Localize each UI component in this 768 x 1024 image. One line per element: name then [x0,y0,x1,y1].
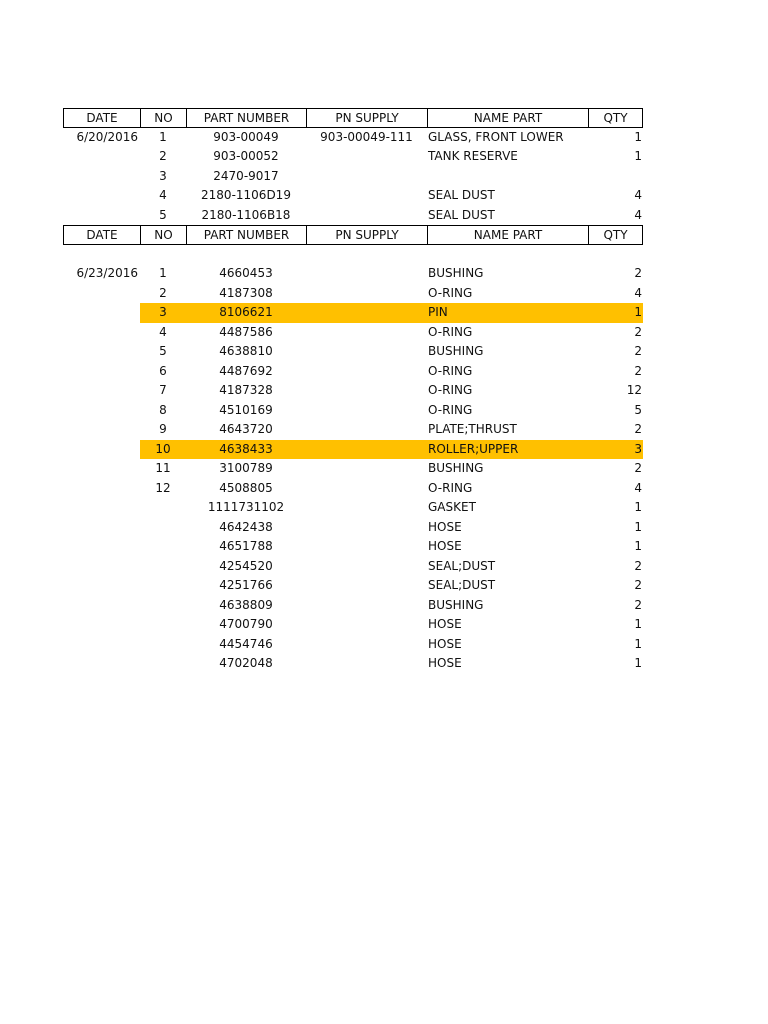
header-pn-supply: PN SUPPLY [306,108,427,128]
part-number-cell: 4702048 [219,656,273,670]
table-row [63,518,643,538]
qty-cell: 12 [626,383,642,397]
part-number-cell: 4510169 [219,402,273,417]
part-number-cell: 4187328 [219,383,273,397]
name-part-cell: O-RING [428,383,473,397]
qty-cell: 3 [588,440,643,460]
qty-cell: 4 [634,480,642,495]
qty-cell: 1 [634,519,642,534]
date-cell [63,186,140,206]
no-cell [140,557,186,577]
pn-supply-cell [306,479,427,499]
date-cell [63,518,140,538]
pn-supply-cell [306,303,427,323]
name-part-cell: HOSE [428,617,462,631]
table-row [63,498,643,518]
date-cell [63,615,140,635]
pn-supply-cell [306,401,427,421]
qty-cell: 2 [634,597,642,612]
qty-cell: 1 [634,656,642,670]
name-part-cell: O-RING [428,285,473,300]
table-row [63,420,643,440]
no-cell [140,635,186,655]
no-cell: 5 [159,344,167,358]
no-cell: 8 [159,402,167,417]
qty-cell [588,167,643,187]
date-cell [63,654,140,674]
name-part-cell: O-RING [428,363,473,378]
no-cell [140,537,186,557]
qty-cell: 5 [634,402,642,417]
date-cell [63,537,140,557]
pn-supply-cell [306,167,427,187]
table-row [63,459,643,479]
date-cell [63,323,140,343]
date-cell [63,167,140,187]
name-part-cell: BUSHING [428,266,484,280]
name-part-cell: O-RING [428,480,473,495]
pn-supply-cell [306,654,427,674]
date-cell [63,362,140,382]
no-cell: 7 [159,383,167,397]
part-number-cell: 4487692 [219,363,273,378]
header-name-part: NAME PART [427,225,588,245]
header-date: DATE [63,108,140,128]
date-cell [63,206,140,226]
table-row [63,615,643,635]
table-row [63,381,643,401]
table-row [63,128,643,148]
no-cell: 1 [159,266,167,280]
no-cell: 11 [155,461,171,475]
date-cell [63,147,140,167]
name-part-cell: SEAL DUST [428,207,495,222]
table-row [63,401,643,421]
name-part-cell: PLATE;THRUST [428,422,517,436]
part-number-cell: 4642438 [219,519,273,534]
part-number-cell: 4651788 [219,539,273,553]
part-number-cell: 4251766 [219,578,273,592]
no-cell: 6 [159,363,167,378]
qty-cell: 1 [634,636,642,651]
name-part-cell: ROLLER;UPPER [427,440,588,460]
pn-supply-cell [306,459,427,479]
part-number-cell: 1111731102 [207,500,285,514]
name-part-cell: O-RING [428,402,473,417]
qty-cell: 2 [634,422,642,436]
qty-cell: 2 [634,344,642,358]
table-row [63,596,643,616]
date-cell: 6/23/2016 [76,266,138,280]
name-part-cell: BUSHING [428,461,484,475]
no-cell: 4 [159,188,167,202]
qty-cell: 4 [634,207,642,222]
part-number-cell: 2180-1106B18 [201,207,291,222]
pn-supply-cell [306,381,427,401]
table-row [63,264,643,284]
pn-supply-cell [306,498,427,518]
no-cell [140,576,186,596]
pn-supply-cell [306,635,427,655]
name-part-cell: HOSE [428,636,462,651]
table-row [63,537,643,557]
part-number-cell: 903-00049 [213,129,279,144]
no-cell [140,615,186,635]
qty-cell: 2 [634,363,642,378]
no-cell: 2 [159,285,167,300]
table-row [63,440,643,460]
part-number-cell: 4254520 [219,558,273,573]
name-part-cell: GLASS, FRONT LOWER [428,129,564,144]
date-cell [63,401,140,421]
pn-supply-cell: 903-00049-111 [320,129,413,144]
qty-cell: 1 [634,149,642,163]
no-cell: 5 [159,207,167,222]
header-date: DATE [63,225,140,245]
table-header [63,108,643,128]
name-part-cell: HOSE [428,519,462,534]
pn-supply-cell [306,342,427,362]
name-part-cell: SEAL;DUST [428,558,496,573]
date-cell [63,303,140,323]
qty-cell: 1 [634,500,642,514]
pn-supply-cell [306,537,427,557]
table-row [63,303,643,323]
part-number-cell: 4643720 [219,422,273,436]
date-cell [63,420,140,440]
date-cell [63,342,140,362]
name-part-cell: GASKET [428,500,476,514]
date-cell: 6/20/2016 [76,129,138,144]
table-row [63,342,643,362]
date-cell [63,381,140,401]
pn-supply-cell [306,362,427,382]
table-row [63,284,643,304]
part-number-cell: 3100789 [219,461,273,475]
pn-supply-cell [306,615,427,635]
name-part-cell: HOSE [428,656,462,670]
header-name-part: NAME PART [427,108,588,128]
no-cell [140,654,186,674]
parts-sheet [63,108,643,674]
header-qty: QTY [588,108,643,128]
date-cell [63,284,140,304]
pn-supply-cell [306,147,427,167]
table-row [63,479,643,499]
qty-cell: 2 [634,578,642,592]
name-part-cell [427,167,588,187]
name-part-cell: BUSHING [428,597,484,612]
qty-cell: 1 [634,539,642,553]
header-pn-supply: PN SUPPLY [306,225,427,245]
pn-supply-cell [306,264,427,284]
part-number-cell: 4638810 [219,344,273,358]
pn-supply-cell [306,576,427,596]
part-number-cell: 4187308 [219,285,273,300]
qty-cell: 2 [634,558,642,573]
qty-cell: 1 [634,129,642,144]
name-part-cell: PIN [427,303,588,323]
date-cell [63,635,140,655]
pn-supply-cell [306,323,427,343]
part-number-cell: 4487586 [219,324,273,339]
qty-cell: 2 [634,461,642,475]
qty-cell: 4 [634,285,642,300]
group-6-23-2016 [63,264,643,674]
header-part-number: PART NUMBER [186,225,306,245]
name-part-cell: SEAL DUST [428,188,495,202]
pn-supply-cell [306,284,427,304]
table-row [63,635,643,655]
name-part-cell: HOSE [428,539,462,553]
no-cell: 2 [159,149,167,163]
name-part-cell: SEAL;DUST [428,578,496,592]
header-part-number: PART NUMBER [186,108,306,128]
table-row [63,576,643,596]
pn-supply-cell [306,557,427,577]
spacer-row [63,245,643,265]
pn-supply-cell [306,518,427,538]
pn-supply-cell [306,420,427,440]
qty-cell: 2 [634,324,642,339]
header-qty: QTY [588,225,643,245]
date-cell [63,498,140,518]
pn-supply-cell [306,596,427,616]
no-cell: 1 [159,129,167,144]
header-no: NO [140,108,186,128]
part-number-cell: 2470-9017 [213,168,279,183]
date-cell [63,459,140,479]
no-cell: 12 [155,480,171,495]
table-row [63,557,643,577]
table-row [63,654,643,674]
no-cell: 10 [140,440,186,460]
no-cell [140,518,186,538]
name-part-cell: O-RING [428,324,473,339]
table-row [63,186,643,206]
part-number-cell: 4508805 [219,480,273,495]
qty-cell: 1 [634,617,642,631]
no-cell: 3 [159,168,167,183]
group-6-20-2016 [63,128,643,226]
date-cell [63,557,140,577]
table-row [63,362,643,382]
header-no: NO [140,225,186,245]
qty-cell: 4 [634,188,642,202]
part-number-cell: 4700790 [219,617,273,631]
no-cell: 3 [140,303,186,323]
table-row [63,147,643,167]
pn-supply-cell [306,186,427,206]
date-cell [63,596,140,616]
date-cell [63,440,140,460]
date-cell [63,479,140,499]
pn-supply-cell [306,440,427,460]
part-number-cell: 4660453 [219,266,273,280]
qty-cell: 2 [634,266,642,280]
no-cell: 9 [159,422,167,436]
table-row [63,206,643,226]
table-header [63,225,643,245]
name-part-cell: BUSHING [428,344,484,358]
part-number-cell: 4638809 [219,597,273,612]
part-number-cell: 4454746 [219,636,273,651]
part-number-cell: 8106621 [186,303,306,323]
no-cell [140,498,186,518]
qty-cell: 1 [588,303,643,323]
pn-supply-cell [306,206,427,226]
no-cell [140,596,186,616]
no-cell: 4 [159,324,167,339]
part-number-cell: 4638433 [186,440,306,460]
part-number-cell: 903-00052 [213,149,279,163]
date-cell [63,576,140,596]
part-number-cell: 2180-1106D19 [201,188,291,202]
name-part-cell: TANK RESERVE [428,149,518,163]
table-row [63,323,643,343]
table-row [63,167,643,187]
